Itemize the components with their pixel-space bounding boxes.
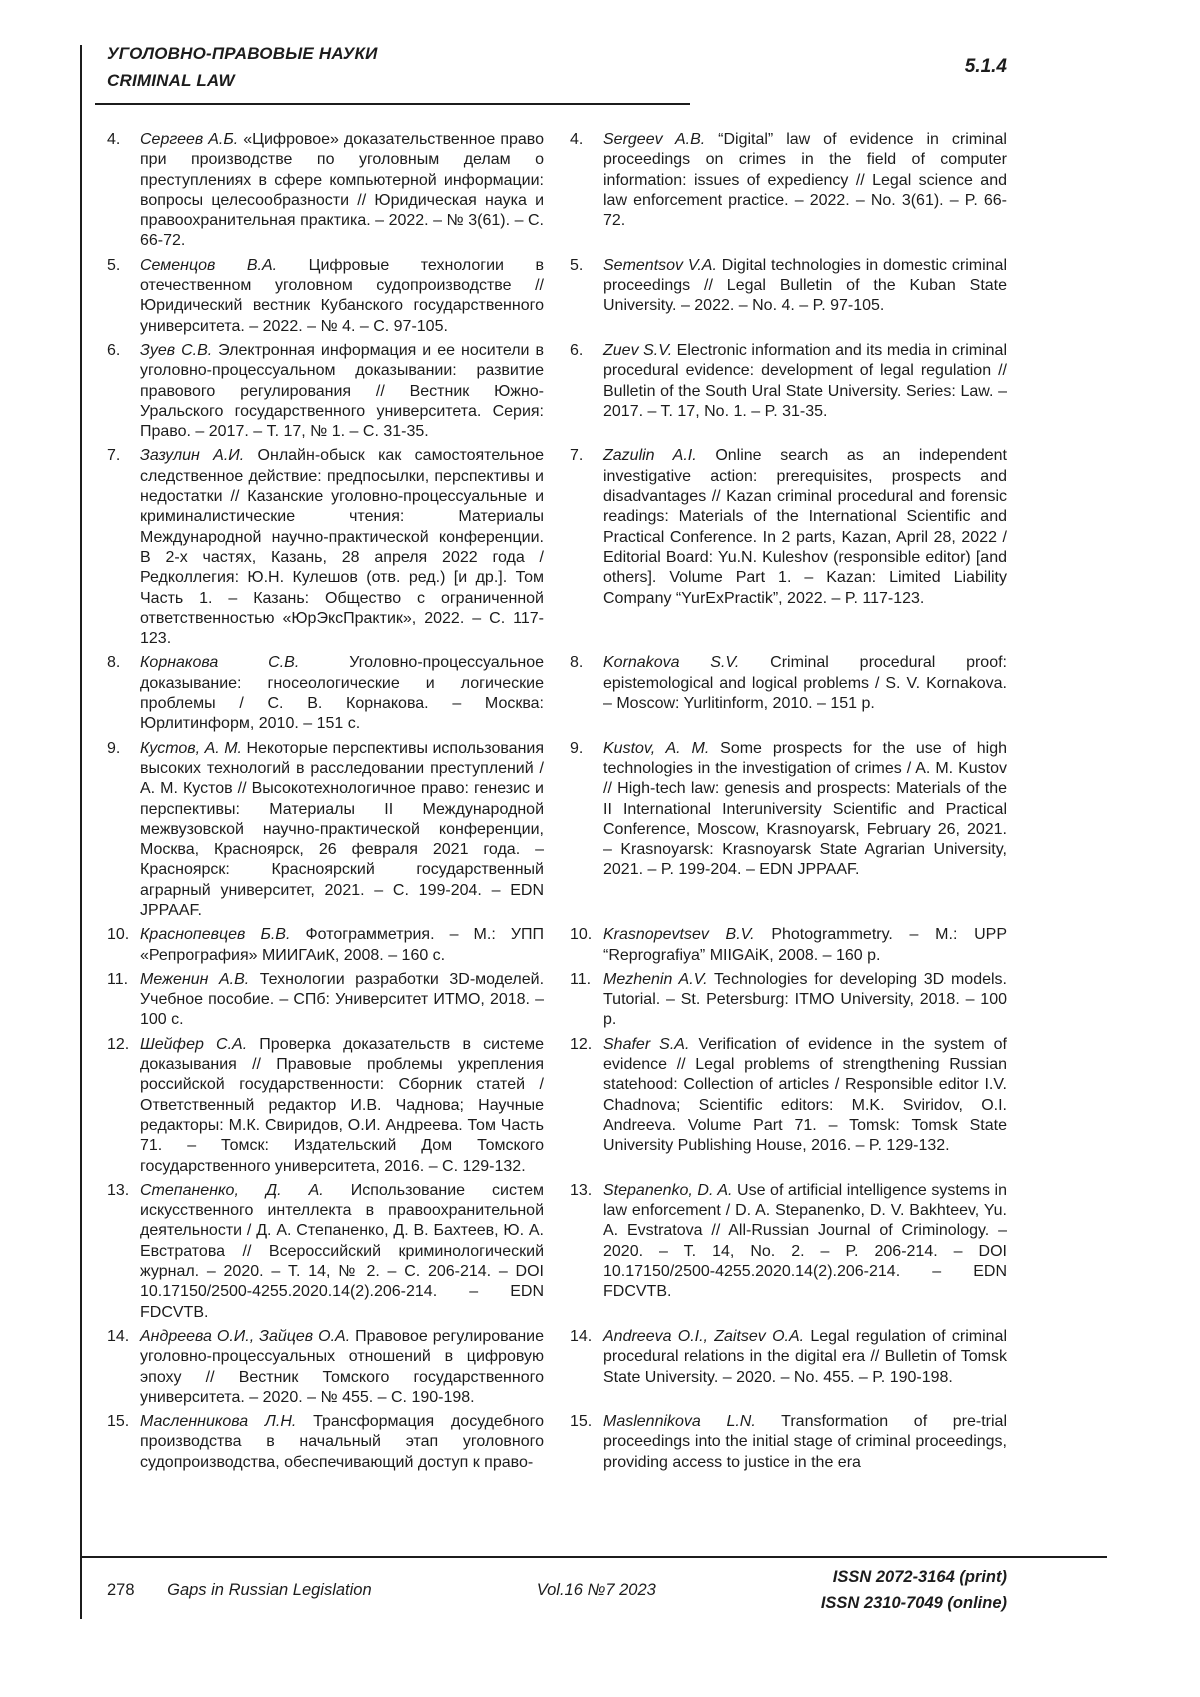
- reference-text: Maslennikova L.N. Transformation of pre-trial proceedings into the initial stage of criminal proceedings, providing access to justice in the era: [603, 1413, 1007, 1471]
- reference-ru: [107, 256, 544, 337]
- section-titles: [107, 40, 378, 94]
- reference-number: 7.: [107, 447, 121, 465]
- reference-authors: Zuev S.V.: [603, 341, 673, 359]
- reference-number: 14.: [107, 1327, 130, 1345]
- reference-row: [107, 1412, 1007, 1473]
- reference-authors: Кустов, А. М.: [140, 739, 242, 757]
- reference-number: 8.: [570, 654, 584, 672]
- reference-ru: [107, 130, 544, 252]
- reference-number: 5.: [107, 256, 121, 274]
- reference-text: Андреева О.И., Зайцев О.А. Правовое регулирование уголовно-процессуальных отношений в цифровую эпоху // Вестник Томского государственного университета. – 2020. – № 455. – С. 190-198.: [140, 1327, 544, 1406]
- reference-authors: Maslennikova L.N.: [603, 1413, 756, 1431]
- reference-en: [570, 925, 1007, 966]
- issn-print: ISSN 2072-3164 (print): [832, 1568, 1007, 1586]
- reference-number: 6.: [107, 341, 121, 359]
- reference-authors: Краснопевцев Б.В.: [140, 926, 291, 944]
- reference-ru: [107, 1327, 544, 1408]
- reference-number: 10.: [570, 926, 593, 944]
- page-header: [107, 40, 1007, 94]
- reference-text: Степаненко, Д. А. Использование систем искусственного интеллекта в правоохранительной деятельности / Д. А. Степаненко, Д. В. Бахтеев, Ю. А. Евстратова // Всероссийский криминологический журнал. – 2020. – Т. 14, № 2. – С. 206-214. – DOI 10.17150/2500-4255.2020.14(2).206-214. – EDN FDCVTB.: [140, 1181, 544, 1321]
- reference-text: Stepanenko, D. A. Use of artificial intelligence systems in law enforcement / D. A. Stepanenko, D. V. Bakhteev, Yu. A. Evstratova // All-Russian Journal of Criminology. – 2020. – T. 14, No. 2. – P. 206-214. – DOI 10.17150/2500-4255.2020.14(2).206-214. – EDN FDCVTB.: [603, 1181, 1007, 1301]
- issue-info: Vol.16 №7 2023: [536, 1580, 656, 1599]
- reference-en: [570, 1412, 1007, 1473]
- references-list: [107, 130, 1007, 1477]
- reference-en: [570, 739, 1007, 881]
- reference-number: 13.: [570, 1181, 593, 1199]
- reference-text: Корнакова С.В. Уголовно-процессуальное доказывание: гносеологические и логические проблемы / С. В. Корнакова. – Москва: Юрлитинформ, 2010. – 151 с.: [140, 654, 545, 733]
- section-title-ru: УГОЛОВНО-ПРАВОВЫЕ НАУКИ: [107, 44, 378, 63]
- reference-number: 9.: [107, 739, 121, 757]
- reference-number: 12.: [107, 1035, 130, 1053]
- reference-ru: [107, 925, 544, 966]
- reference-text: Zuev S.V. Electronic information and its media in criminal procedural evidence: development of legal regulation // Bulletin of the South Ural State University. Series: Law. – 2017. – T. 17, No. 1. – P. 31-35.: [603, 341, 1008, 420]
- reference-text: Кустов, А. М. Некоторые перспективы использования высоких технологий в расследовании преступлений / А. М. Кустов // Высокотехнологичное право: генезис и перспективы: Материалы II Международной межвузовской научно-практической конференции, Москва, Красноярск, 26 февраля 2021 года. – Красноярск: Красноярский государственный аграрный университет, 2021. – С. 199-204. – EDN JPPAAF.: [140, 739, 545, 919]
- reference-en: [570, 653, 1007, 714]
- reference-number: 15.: [570, 1413, 593, 1431]
- reference-row: [107, 1181, 1007, 1323]
- reference-authors: Zazulin A.I.: [603, 447, 697, 465]
- reference-ru: [107, 970, 544, 1031]
- reference-number: 10.: [107, 926, 130, 944]
- reference-row: [107, 1035, 1007, 1177]
- reference-en: [570, 446, 1007, 608]
- reference-authors: Сергеев А.Б.: [140, 131, 239, 148]
- reference-text: Shafer S.A. Verification of evidence in the system of evidence // Legal problems of strengthening Russian statehood: Collection of articles / Responsible editor I.V. Chadnova; Scientific editors: M.K. Sviridov, O.I. Andreeva. Volume Part 71. – Tomsk: Tomsk State University Publishing House, 2016. – P. 129-132.: [603, 1035, 1007, 1155]
- reference-row: [107, 925, 1007, 966]
- reference-ru: [107, 653, 544, 734]
- reference-number: 4.: [107, 131, 121, 148]
- reference-text: Семенцов В.А. Цифровые технологии в отечественном уголовном судопроизводстве // Юридический вестник Кубанского государственного университета. – 2022. – № 4. – С. 97-105.: [140, 256, 545, 335]
- reference-authors: Зазулин А.И.: [140, 447, 245, 465]
- reference-number: 14.: [570, 1327, 593, 1345]
- reference-authors: Андреева О.И., Зайцев О.А.: [140, 1327, 351, 1345]
- page-footer: [107, 1564, 1007, 1616]
- reference-authors: Stepanenko, D. A.: [603, 1181, 733, 1199]
- footer-rule: [80, 1556, 1107, 1558]
- reference-row: [107, 970, 1007, 1031]
- reference-row: [107, 130, 1007, 252]
- journal-title: Gaps in Russian Legislation: [167, 1580, 372, 1599]
- reference-authors: Andreeva O.I., Zaitsev O.A.: [603, 1327, 805, 1345]
- issn-online: ISSN 2310-7049 (online): [820, 1594, 1007, 1612]
- reference-number: 7.: [570, 447, 584, 465]
- reference-en: [570, 1035, 1007, 1157]
- reference-number: 12.: [570, 1035, 593, 1053]
- reference-text: Zazulin A.I. Online search as an independent investigative action: prerequisites, prospects and disadvantages // Kazan criminal procedural and forensic readings: Materials of the International Scientific and Practical Conference. In 2 parts, Kazan, April 28, 2022 / Editorial Board: Yu.N. Kuleshov (responsible editor) [and others]. Volume Part 1. – Kazan: Limited Liability Company “YurExPractik”, 2022. – P. 117-123.: [603, 447, 1008, 607]
- reference-en: [570, 1327, 1007, 1388]
- reference-authors: Krasnopevtsev B.V.: [603, 926, 755, 944]
- footer-left: [107, 1581, 372, 1600]
- reference-authors: Kustov, A. M.: [603, 739, 710, 757]
- reference-en: [570, 1181, 1007, 1303]
- reference-text: Mezhenin A.V. Technologies for developing 3D models. Tutorial. – St. Petersburg: ITMO University, 2018. – 100 p.: [603, 970, 1007, 1029]
- reference-authors: Семенцов В.А.: [140, 256, 278, 274]
- reference-text: Andreeva O.I., Zaitsev O.A. Legal regulation of criminal procedural relations in the digital era // Bulletin of Tomsk State University. – 2020. – No. 455. – P. 190-198.: [603, 1327, 1007, 1386]
- reference-number: 4.: [570, 131, 584, 148]
- page-number: 278: [107, 1580, 135, 1599]
- reference-number: 6.: [570, 341, 584, 359]
- reference-authors: Степаненко, Д. А.: [140, 1181, 324, 1199]
- reference-authors: Корнакова С.В.: [140, 654, 300, 672]
- reference-number: 9.: [570, 739, 584, 757]
- reference-text: Kustov, A. M. Some prospects for the use of high technologies in the investigation of crimes / A. M. Kustov // High-tech law: genesis and prospects: Materials of the II International Interuniversity Scientific and Practical Conference, Moscow, Krasnoyarsk, February 26, 2021. – Krasnoyarsk: Krasnoyarsk State Agrarian University, 2021. – P. 199-204. – EDN JPPAAF.: [603, 739, 1007, 879]
- issn-block: [821, 1564, 1007, 1616]
- reference-number: 15.: [107, 1413, 130, 1431]
- reference-row: [107, 739, 1007, 922]
- reference-text: Меженин А.В. Технологии разработки 3D-моделей. Учебное пособие. – СПб: Университет ИТМО, 2018. – 100 с.: [140, 970, 545, 1029]
- reference-authors: Sementsov V.A.: [603, 256, 717, 274]
- reference-authors: Shafer S.A.: [603, 1035, 690, 1053]
- reference-authors: Шейфер С.А.: [140, 1035, 248, 1053]
- section-title-en: CRIMINAL LAW: [107, 71, 235, 90]
- reference-ru: [107, 1181, 544, 1323]
- reference-en: [570, 130, 1007, 231]
- reference-row: [107, 256, 1007, 337]
- reference-ru: [107, 446, 544, 649]
- reference-authors: Масленникова Л.Н.: [140, 1413, 297, 1431]
- reference-text: Сергеев А.Б. «Цифровое» доказательственное право при производстве по уголовным делам о преступлениях в сфере компьютерной информации: вопросы целесообразности // Юридическая наука и правоохранительная практика. – 2022. – № 3(61). – С. 66-72.: [140, 131, 544, 250]
- reference-ru: [107, 1412, 544, 1473]
- reference-number: 5.: [570, 256, 584, 274]
- reference-text: Kornakova S.V. Criminal procedural proof: epistemological and logical problems / S. V. Kornakova. – Moscow: Yurlitinform, 2010. – 151 p.: [603, 654, 1007, 713]
- reference-en: [570, 256, 1007, 317]
- left-margin-rule: [80, 45, 82, 1619]
- reference-en: [570, 341, 1007, 422]
- reference-number: 11.: [570, 970, 592, 988]
- reference-row: [107, 446, 1007, 649]
- reference-text: Зуев С.В. Электронная информация и ее носители в уголовно-процессуальном доказывании: развитие правового регулирования // Вестник Южно-Уральского государственного университета. Серия: Право. – 2017. – Т. 17, № 1. – С. 31-35.: [140, 341, 544, 441]
- reference-text: Krasnopevtsev B.V. Photogrammetry. – M.: UPP “Reprografiya” MIIGAiK, 2008. – 160 p.: [603, 926, 1008, 964]
- reference-authors: Sergeev A.B.: [603, 131, 706, 148]
- reference-row: [107, 1327, 1007, 1408]
- reference-row: [107, 653, 1007, 734]
- reference-number: 13.: [107, 1181, 130, 1199]
- section-code: 5.1.4: [964, 56, 1007, 77]
- reference-en: [570, 970, 1007, 1031]
- reference-number: 8.: [107, 654, 121, 672]
- reference-text: Краснопевцев Б.В. Фотограмметрия. – М.: УПП «Репрография» МИИГАиК, 2008. – 160 с.: [140, 926, 545, 964]
- reference-authors: Зуев С.В.: [140, 341, 213, 359]
- reference-authors: Меженин А.В.: [140, 970, 250, 988]
- reference-ru: [107, 739, 544, 922]
- reference-text: Зазулин А.И. Онлайн-обыск как самостоятельное следственное действие: предпосылки, перспективы и недостатки // Казанские уголовно-процессуальные и криминалистические чтения: Материалы Международной научно-практической конференции. В 2-х частях, Казань, 28 апреля 2022 года / Редколлегия: Ю.Н. Кулешов (отв. ред.) [и др.]. Том Часть 1. – Казань: Общество с ограниченной ответственностью «ЮрЭксПрактик», 2022. – С. 117-123.: [140, 447, 544, 648]
- reference-authors: Kornakova S.V.: [603, 654, 740, 672]
- reference-text: Sergeev A.B. “Digital” law of evidence in criminal proceedings on crimes in the field of computer information: issues of expediency // Legal science and law enforcement practice. – 2022. – No. 3(61). – P. 66-72.: [603, 131, 1007, 230]
- reference-ru: [107, 1035, 544, 1177]
- reference-text: Масленникова Л.Н. Трансформация досудебного производства в начальный этап уголовного судопроизводства, обеспечивающий доступ к право-: [140, 1413, 544, 1471]
- reference-number: 11.: [107, 970, 129, 988]
- reference-authors: Mezhenin A.V.: [603, 970, 708, 988]
- reference-row: [107, 341, 1007, 442]
- header-rule: [95, 103, 690, 105]
- reference-text: Шейфер С.А. Проверка доказательств в системе доказывания // Правовые проблемы укрепления российской государственности: Сборник статей / Ответственный редактор И.В. Чаднова; Научные редакторы: М.К. Свиридов, О.И. Андреева. Том Часть 71. – Томск: Издательский Дом Томского государственного университета, 2016. – С. 129-132.: [140, 1035, 544, 1175]
- reference-ru: [107, 341, 544, 442]
- reference-text: Sementsov V.A. Digital technologies in domestic criminal proceedings // Legal Bulletin of the Kuban State University. – 2022. – No. 4. – P. 97-105.: [603, 256, 1007, 315]
